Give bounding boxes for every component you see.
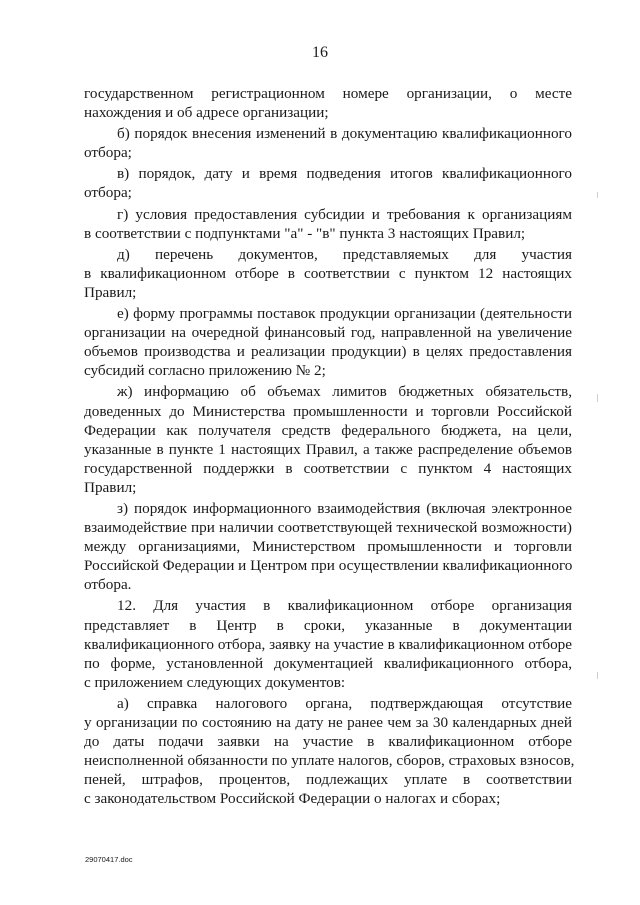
text-line: отбора; [84,144,132,162]
text-line: указанные в пункте 1 настоящих Правил, а также распределение объемов [84,440,572,458]
text-line: представляет в Центр в сроки, указанные в документации [84,616,572,634]
file-code-footer: 29070417.doc [85,855,133,864]
text-line: доведенных до Министерства промышленности и торговли Российской [84,402,572,420]
text-line: государственной поддержки в соответствии с пунктом 4 настоящих [84,459,572,477]
text-line: пеней, штрафов, процентов, подлежащих уплате в соответствии [84,771,572,789]
paragraph-e [84,304,572,380]
text-line: объемов производства и реализации продукции) в целях предоставления [84,343,572,361]
text-line: Правил; [84,478,137,496]
text-line: организации на очередной финансовый год, направленной на увеличение [84,324,572,342]
text-line: в соответствии с подпунктами "а" - "в" пункта 3 настоящих Правил; [84,224,526,242]
text-line: г) условия предоставления субсидии и требования к организациям [117,205,572,223]
text-line: у организации по состоянию на дату не ранее чем за 30 календарных дней [84,714,572,731]
margin-scan-mark [597,394,598,402]
text-line: субсидий согласно приложению № 2; [84,362,326,380]
text-line: с законодательством Российской Федерации о налогах и сборах; [84,790,501,808]
text-line: Федерации как получателя средств федерального бюджета, на цели, [84,421,572,439]
text-line: по форме, установленной документацией квалификационного отбора, [84,654,572,672]
text-line: между организациями, Министерством промышленности и торговли [84,538,572,556]
text-line: д) перечень документов, представляемых для участия [117,245,572,263]
text-line: отбора; [84,184,132,202]
text-line: а) справка налогового органа, подтверждающая отсутствие [117,694,572,712]
paragraph-b [84,124,572,162]
text-line: б) порядок внесения изменений в документацию квалификационного [117,125,572,143]
text-line: з) порядок информационного взаимодействия (включая электронное [117,499,572,517]
paragraph-g [84,205,572,243]
text-line: 12. Для участия в квалификационном отборе организация [117,597,572,615]
text-line: ж) информацию об объемах лимитов бюджетных обязательств, [117,383,572,401]
margin-scan-mark [597,672,598,679]
text-line: отбора. [84,576,132,594]
text-line: взаимодействие при наличии соответствующей технической возможности) [84,519,572,537]
page-number: 16 [312,44,328,61]
text-line: в квалификационном отборе в соответствии с пунктом 12 настоящих [84,264,572,282]
text-line: государственном регистрационном номере организации, о месте [84,85,572,102]
paragraph-a [84,694,575,809]
paragraph-zh [84,382,572,497]
paragraph-v [84,164,572,202]
text-line: е) форму программы поставок продукции организации (деятельности [117,305,572,323]
document-body [84,84,575,808]
paragraph-p12 [84,596,572,691]
text-line: квалификационного отбора, заявку на участие в квалификационном отборе [84,635,572,653]
margin-scan-mark [597,192,598,198]
text-line: с приложением следующих документов: [84,673,346,691]
text-line: Правил; [84,283,137,301]
text-line: до даты подачи заявки на участие в квалификационном отборе [84,733,572,751]
paragraph-intro [84,84,572,122]
text-line: неисполненной обязанности по уплате налогов, сборов, страховых взносов, [84,752,575,770]
text-line: нахождения и об адресе организации; [84,104,329,122]
paragraph-d [84,245,572,302]
text-line: Российской Федерации и Центром при осуществлении квалификационного [84,557,573,575]
paragraph-z [84,499,572,594]
text-line: в) порядок, дату и время подведения итогов квалификационного [117,165,572,183]
